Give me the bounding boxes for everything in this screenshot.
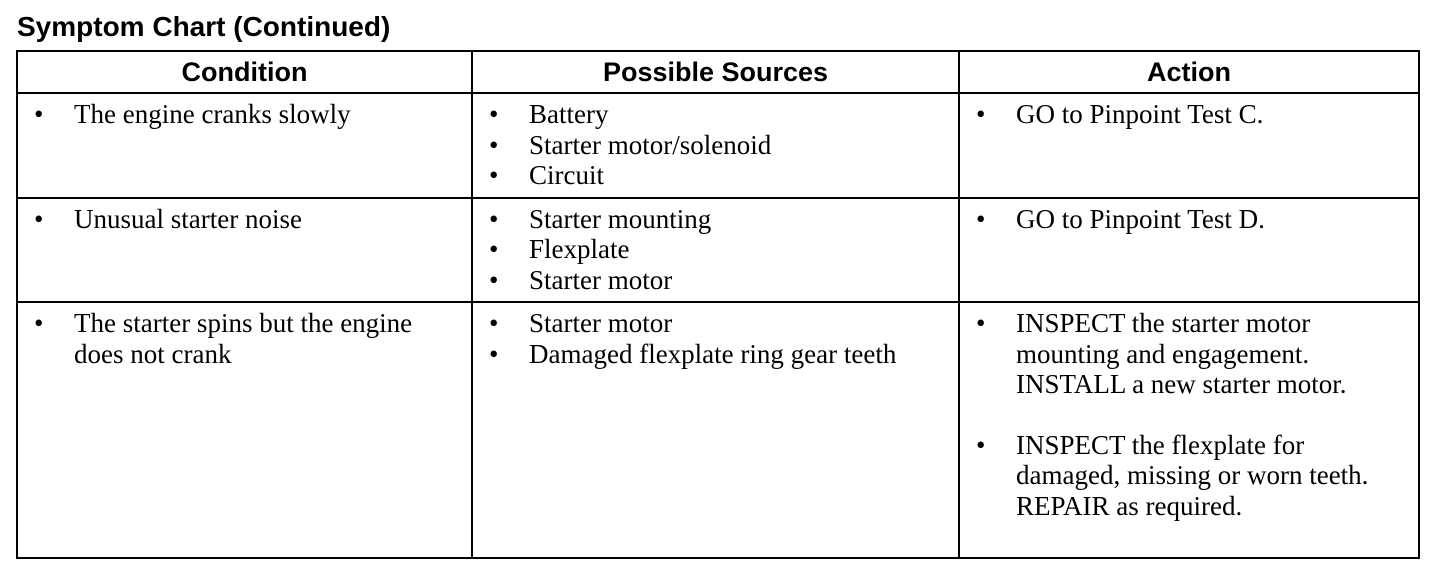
bullet-icon: •	[976, 203, 986, 234]
action-cell	[959, 198, 1419, 303]
condition-cell	[17, 198, 472, 303]
source-text: Starter mounting	[529, 203, 712, 234]
sources-cell	[472, 198, 959, 303]
source-text: Starter motor	[529, 264, 673, 295]
bullet-icon: •	[976, 308, 986, 338]
list-item	[26, 99, 463, 130]
bullet-icon: •	[489, 308, 499, 338]
list-item	[481, 204, 950, 235]
header-row	[17, 51, 1419, 93]
list-item	[481, 234, 950, 265]
bullet-icon: •	[34, 203, 44, 234]
bullet-icon: •	[489, 264, 499, 295]
action-text: INSPECT the flexplate for damaged, missing or worn teeth. REPAIR as required.	[1016, 429, 1369, 521]
list-item	[481, 160, 950, 191]
list-item	[481, 130, 950, 161]
condition-text: The engine cranks slowly	[74, 99, 351, 129]
bullet-icon: •	[976, 429, 986, 460]
list-item	[968, 204, 1410, 235]
bullet-icon: •	[489, 338, 499, 369]
chart-title: Symptom Chart (Continued)	[17, 11, 391, 42]
source-text: Flexplate	[529, 234, 630, 264]
bullet-icon: •	[34, 308, 44, 338]
list-item	[481, 99, 950, 130]
list-item	[26, 308, 463, 369]
list-item	[481, 308, 950, 339]
source-text: Damaged flexplate ring gear teeth	[529, 338, 897, 369]
list-item	[481, 265, 950, 296]
action-cell	[959, 93, 1419, 198]
list-item	[968, 99, 1410, 130]
bullet-icon: •	[34, 99, 44, 129]
list-item	[26, 204, 463, 235]
symptom-table	[16, 50, 1420, 559]
list-item	[968, 430, 1410, 522]
table-row	[17, 198, 1419, 303]
bullet-icon: •	[489, 234, 499, 264]
condition-text: Unusual starter noise	[74, 203, 302, 234]
possible-sources-header: Possible Sources	[472, 51, 959, 93]
sources-cell	[472, 302, 959, 558]
table-row	[17, 302, 1419, 558]
condition-cell	[17, 302, 472, 558]
bullet-icon: •	[489, 203, 499, 234]
action-text: INSPECT the starter motor mounting and engagement. INSTALL a new starter motor.	[1016, 308, 1347, 399]
sources-cell	[472, 93, 959, 198]
condition-header: Condition	[17, 51, 472, 93]
action-text: GO to Pinpoint Test C.	[1016, 99, 1264, 129]
bullet-icon: •	[489, 129, 499, 160]
source-text: Starter motor	[529, 308, 673, 338]
bullet-icon: •	[489, 99, 499, 129]
action-header: Action	[959, 51, 1419, 93]
action-cell	[959, 302, 1419, 558]
source-text: Starter motor/solenoid	[529, 129, 772, 160]
source-text: Circuit	[529, 160, 604, 190]
source-text: Battery	[529, 99, 609, 129]
condition-cell	[17, 93, 472, 198]
bullet-icon: •	[976, 99, 986, 129]
action-text: GO to Pinpoint Test D.	[1016, 203, 1265, 234]
table-row	[17, 93, 1419, 198]
condition-text: The starter spins but the engine does not crank	[74, 308, 413, 369]
list-item	[968, 308, 1410, 400]
list-item	[481, 339, 950, 370]
bullet-icon: •	[489, 160, 499, 190]
